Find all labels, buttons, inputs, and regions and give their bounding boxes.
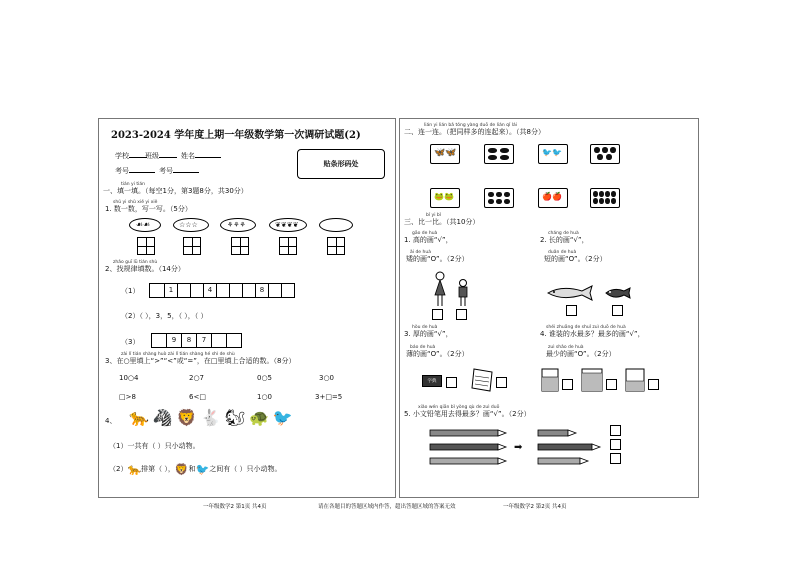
q2-row3-label: （3） — [121, 338, 140, 346]
q4-line1: （1）一共有（ ）只小动物。 — [109, 442, 200, 450]
number-cell: 4 — [203, 283, 217, 298]
q3-item-6[interactable]: 6<□ — [189, 393, 206, 401]
q3-item-3[interactable]: 0○5 — [257, 374, 273, 382]
left-page — [98, 118, 396, 498]
q3-pinyin: zài lǐ tián shàng huò zài lǐ tián shàng hé shì de shù — [121, 352, 235, 357]
q2-text: 2、找规律填数。（14分） — [105, 265, 185, 273]
short-boy-icon — [456, 279, 470, 307]
fruit-icon: 🍎🍎 — [542, 192, 562, 201]
q5-text: 5. 小文铅笔用去得最多？画“√”。（2分） — [404, 410, 531, 418]
blank-cell[interactable] — [268, 283, 282, 298]
school-field[interactable]: 学校 — [115, 152, 147, 161]
jar-1-icon — [540, 367, 560, 393]
q4a-pinyin: shéi zhuāng de shuǐ zuì duō de huà — [546, 325, 626, 330]
squirrel-icon: 🐿 — [224, 408, 249, 427]
star-icon: ☆☆☆ — [179, 221, 198, 229]
answer-box[interactable] — [446, 377, 457, 388]
answer-grid-2[interactable] — [183, 237, 201, 255]
q3-item-5[interactable]: □>8 — [119, 393, 136, 401]
answer-box[interactable] — [610, 439, 621, 450]
leopard-icon: 🐆 — [129, 408, 153, 427]
number-cell: 8 — [255, 283, 269, 298]
q4b-text: 最少的画“O”。（2分） — [546, 350, 616, 358]
lion-icon: 🦁 — [174, 463, 189, 476]
right-page — [399, 118, 699, 498]
q1a-pinyin: gāo de huà — [412, 231, 438, 236]
pencils-after-icon — [536, 427, 610, 469]
animals-row — [129, 408, 297, 428]
arrow-right-icon: ➡ — [514, 442, 523, 453]
q2a-text: 2. 长的画“√”， — [540, 236, 589, 244]
class-field[interactable]: 班级 — [145, 152, 177, 161]
pencils-before-icon — [428, 427, 508, 469]
s2-pinyin: lián yi lián bǎ tóng yàng duō de lián qǐ lái — [424, 123, 517, 128]
s1-heading: 一、填一填。（每空1分，第3题8分，共30分） — [103, 187, 248, 195]
answer-box[interactable] — [562, 379, 573, 390]
q2b-pinyin: duǎn de huà — [548, 250, 577, 255]
q3-text: 3、在○里填上“>”“<”或“=”，在□里填上合适的数。（8分） — [105, 357, 296, 365]
q2-row1-label: （1） — [121, 287, 140, 295]
tray-animals[interactable] — [430, 188, 460, 208]
tray-dark-5[interactable] — [590, 144, 620, 164]
lion-icon: 🦁 — [176, 408, 201, 427]
q4-line2: （2） 🐆 排第（ ）， 🦁 和 🐦 之间有（ ）只小动物。 — [109, 463, 282, 476]
answer-box[interactable] — [606, 379, 617, 390]
bird-icon: 🐦 — [272, 408, 297, 427]
q2-row2: （2）（ ），3，5，（ ），（ ） — [121, 312, 208, 320]
answer-box[interactable] — [456, 309, 467, 320]
leaf-icon: ❦❦❦❦ — [275, 221, 299, 229]
answer-box[interactable] — [610, 425, 621, 436]
tray-dark-4[interactable] — [484, 144, 514, 164]
answer-grid-1[interactable] — [137, 237, 155, 255]
thick-book-icon — [470, 367, 494, 393]
rabbit-icon: 🐇 — [200, 408, 225, 427]
s1-pinyin: tián yi tián — [121, 182, 146, 187]
q3b-text: 薄的画“O”。（2分） — [406, 350, 469, 358]
answer-box[interactable] — [566, 305, 577, 316]
tall-girl-icon — [432, 271, 448, 307]
q3-item-1[interactable]: 10○4 — [119, 374, 139, 382]
blank-cell[interactable] — [216, 283, 230, 298]
q3-item-4[interactable]: 3○0 — [319, 374, 335, 382]
seat-field[interactable]: 考号 — [159, 167, 199, 176]
butterfly-icon: 🦋🦋 — [434, 148, 457, 158]
footer-notice: 请在各题目的答题区域内作答，超出答题区域的答案无效 — [318, 504, 456, 510]
bird-icon: 🐦🐦 — [542, 148, 562, 157]
q3a-pinyin: hòu de huà — [412, 325, 438, 330]
butterfly-icon: ☙☙ — [136, 220, 151, 229]
blank-cell[interactable] — [149, 283, 165, 298]
number-cell: 9 — [166, 333, 182, 348]
q2-row3-sequence — [151, 333, 242, 348]
tray-fruit[interactable] — [538, 188, 568, 208]
name-field[interactable]: 姓名 — [181, 152, 221, 161]
turtle-icon: 🐢 — [249, 408, 273, 427]
number-cell: 1 — [164, 283, 178, 298]
answer-box[interactable] — [648, 379, 659, 390]
s3-heading: 三、比一比。（共10分） — [404, 218, 480, 226]
tray-birds[interactable] — [538, 144, 568, 164]
zebra-icon: 🦓 — [152, 408, 177, 427]
blank-cell[interactable] — [226, 333, 242, 348]
short-fish-icon — [604, 287, 632, 300]
answer-box[interactable] — [612, 305, 623, 316]
footer-right: 一年级数学2 第2页 共4页 — [503, 504, 567, 510]
jar-3-icon — [624, 367, 646, 393]
answer-box[interactable] — [610, 453, 621, 464]
tray-dark-6[interactable] — [484, 188, 514, 208]
q2-pinyin: zhǎo guī lǜ tián shù — [113, 260, 158, 265]
blank-cell[interactable] — [211, 333, 227, 348]
blank-cell[interactable] — [242, 283, 256, 298]
blank-cell[interactable] — [190, 283, 204, 298]
count-oval-2 — [173, 218, 209, 232]
blank-cell[interactable] — [177, 283, 191, 298]
q3-item-7[interactable]: 1○0 — [257, 393, 273, 401]
blank-cell[interactable] — [281, 283, 295, 298]
blank-cell[interactable] — [151, 333, 167, 348]
answer-grid-5[interactable] — [327, 237, 345, 255]
count-oval-4 — [269, 218, 307, 232]
count-oval-5 — [319, 218, 353, 232]
count-oval-1 — [129, 218, 161, 232]
q3-item-8[interactable]: 3+□=5 — [315, 393, 343, 401]
tray-dark-8[interactable] — [590, 188, 620, 208]
s3-pinyin: bǐ yi bǐ — [426, 213, 441, 218]
count-oval-3 — [220, 218, 256, 232]
q3-item-2[interactable]: 2○7 — [189, 374, 205, 382]
number-cell: 8 — [181, 333, 197, 348]
q1a-text: 1. 高的画“√”， — [404, 236, 453, 244]
s2-heading: 二、连一连。（把同样多的连起来）。（共8分） — [404, 128, 545, 136]
q3a-text: 3. 厚的画“√”， — [404, 330, 453, 338]
flower-icon: ⚘⚘⚘ — [227, 221, 246, 229]
q4b-pinyin: zuì shǎo de huà — [548, 345, 584, 350]
q2a-pinyin: cháng de huà — [548, 231, 579, 236]
answer-box[interactable] — [496, 377, 507, 388]
bird-icon: 🐦 — [195, 463, 210, 476]
long-fish-icon — [546, 285, 594, 301]
answer-grid-4[interactable] — [279, 237, 297, 255]
q4a-text: 4. 谁装的水最多？最多的画“√”， — [540, 330, 645, 338]
q3b-pinyin: báo de huà — [410, 345, 436, 350]
q1b-pinyin: ǎi de huà — [410, 250, 431, 255]
q4-label: 4、 — [105, 417, 117, 425]
answer-grid-3[interactable] — [231, 237, 249, 255]
q2-row1-sequence — [149, 283, 295, 298]
number-cell: 7 — [196, 333, 212, 348]
animal-icon: 🐸🐸 — [434, 192, 454, 201]
exam-title: 2023-2024 学年度上期一年级数学第一次调研试题(2) — [111, 130, 361, 141]
jar-2-icon — [580, 367, 604, 393]
q1-pinyin: shǔ yi shǔ xiě yi xiě — [113, 200, 158, 205]
answer-box[interactable] — [432, 309, 443, 320]
tray-butterflies[interactable] — [430, 144, 460, 164]
q5-pinyin: xiǎo wén qiān bǐ yòng qù de zuì duō — [418, 405, 500, 410]
exam-number-field[interactable]: 考号 — [115, 167, 155, 176]
blank-cell[interactable] — [229, 283, 243, 298]
leopard-icon: 🐆 — [127, 463, 142, 476]
footer-left: 一年级数学2 第1页 共4页 — [203, 504, 267, 510]
q1b-text: 矮的画“O”。（2分） — [406, 255, 469, 263]
q2b-text: 短的画“O”。（2分） — [544, 255, 607, 263]
barcode-area: 贴条形码处 — [297, 149, 385, 179]
q1-text: 1. 数一数，写一写。（5分） — [105, 205, 192, 213]
thin-book-icon: 字典 — [422, 375, 442, 387]
